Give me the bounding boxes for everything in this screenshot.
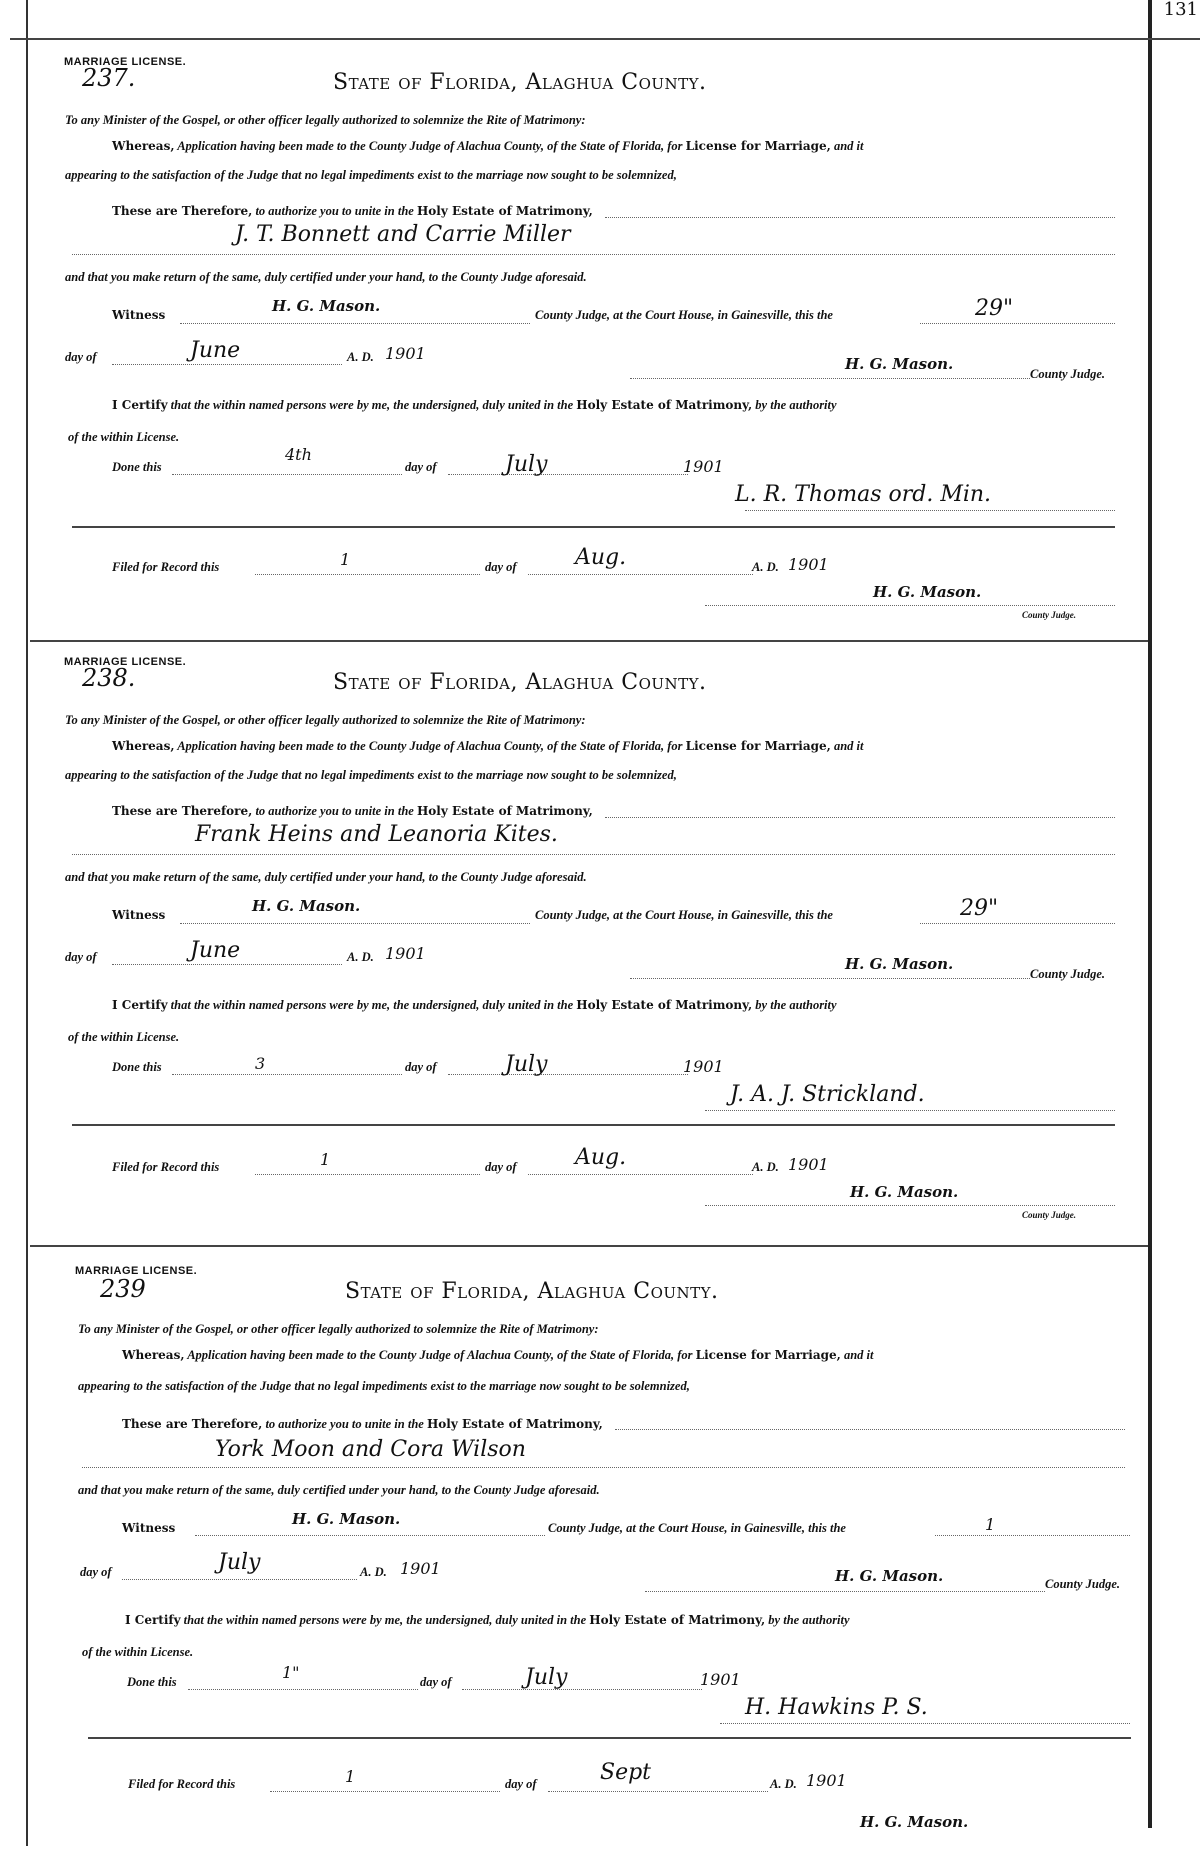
judge-signature: H. G. Mason. <box>845 955 954 973</box>
done-day: 3 <box>255 1054 266 1073</box>
authorize-text: to authorize you to unite in the <box>265 1417 424 1431</box>
license-for-marriage: License for Marriage, <box>695 1348 841 1362</box>
filed-signature: H. G. Mason. <box>860 1813 969 1831</box>
day-of-label: day of <box>65 350 97 364</box>
fill-line <box>188 1689 418 1690</box>
issue-day: 1 <box>985 1515 996 1534</box>
fill-line <box>615 1429 1125 1430</box>
done-year: 1901 <box>700 1670 741 1689</box>
fill-line <box>448 474 688 475</box>
and-it: and it <box>833 139 864 153</box>
salutation: To any Minister of the Gospel, or other officer legally authorized to solemnize the Rite of Matrimony: <box>65 113 586 127</box>
filed-day-of-label: day of <box>485 1160 517 1174</box>
license-separator <box>30 640 1148 642</box>
filed-day: 1 <box>320 1150 331 1169</box>
license-title: State of Florida, Alaghua County. <box>333 70 707 95</box>
filed-county-judge-label: County Judge. <box>1022 1210 1077 1220</box>
fill-line <box>112 964 342 965</box>
authorize-text: to authorize you to unite in the <box>255 204 414 218</box>
ad-label: A. D. <box>360 1565 387 1579</box>
done-this-label: Done this <box>112 460 162 474</box>
certify-label: I Certify <box>112 998 168 1012</box>
fill-line <box>745 510 1115 511</box>
top-rule <box>10 38 1200 40</box>
authorize-text: to authorize you to unite in the <box>255 804 414 818</box>
court-text: County Judge, at the Court House, in Gainesville, this the <box>535 308 833 322</box>
return-text: and that you make return of the same, duly certified under your hand, to the County Judge aforesaid. <box>65 270 587 284</box>
fill-line <box>180 923 530 924</box>
filed-day-of-label: day of <box>505 1777 537 1791</box>
filed-month: Aug. <box>575 1145 627 1170</box>
issue-day: 29" <box>960 896 999 921</box>
day-of-label: day of <box>80 1565 112 1579</box>
marriage-license-header: MARRIAGE LICENSE. <box>64 656 187 668</box>
holy-estate-label: Holy Estate of Matrimony, <box>416 804 593 818</box>
ad-label: A. D. <box>347 350 374 364</box>
fill-line <box>645 1591 1045 1592</box>
done-month: July <box>505 1052 548 1077</box>
filed-year: 1901 <box>788 555 829 574</box>
by-authority: by the authority <box>755 998 837 1012</box>
done-month: July <box>525 1665 568 1690</box>
fill-line <box>548 1791 768 1792</box>
parties-names: York Moon and Cora Wilson <box>215 1437 526 1462</box>
issue-month: June <box>190 938 241 963</box>
day-of-label: day of <box>65 950 97 964</box>
license-number: 238. <box>82 664 136 692</box>
done-this-label: Done this <box>112 1060 162 1074</box>
appearing-text: appearing to the satisfaction of the Judge that no legal impediments exist to the marriage now sought to be solemnized, <box>78 1379 690 1393</box>
fill-line <box>270 1791 500 1792</box>
fill-line <box>172 474 402 475</box>
fill-line <box>705 1205 1115 1206</box>
section-rule <box>72 1124 1115 1126</box>
filed-label: Filed for Record this <box>112 560 220 574</box>
witness-signature: H. G. Mason. <box>292 1510 401 1528</box>
marriage-license-header: MARRIAGE LICENSE. <box>75 1265 198 1277</box>
holy-estate-label: Holy Estate of Matrimony, <box>576 398 753 412</box>
filed-day: 1 <box>340 550 351 569</box>
fill-line <box>72 254 1115 255</box>
certify-text: that the within named persons were by me, the undersigned, duly united in the <box>170 398 574 412</box>
holy-estate-label: Holy Estate of Matrimony, <box>416 204 593 218</box>
these-are-line <box>122 1417 603 1432</box>
fill-line <box>462 1689 702 1690</box>
fill-line <box>630 978 1030 979</box>
fill-line <box>172 1074 402 1075</box>
officiant-signature: H. Hawkins P. S. <box>745 1695 928 1720</box>
right-margin-rule <box>1148 0 1152 1828</box>
fill-line <box>605 817 1115 818</box>
filed-day-of-label: day of <box>485 560 517 574</box>
license-number: 237. <box>82 64 136 92</box>
issue-month: June <box>190 338 241 363</box>
fill-line <box>72 854 1115 855</box>
filed-label: Filed for Record this <box>128 1777 236 1791</box>
filed-signature: H. G. Mason. <box>873 583 982 601</box>
officiant-signature: J. A. J. Strickland. <box>730 1082 925 1107</box>
fill-line <box>448 1074 688 1075</box>
by-authority: by the authority <box>768 1613 850 1627</box>
license-for-marriage: License for Marriage, <box>685 739 831 753</box>
salutation: To any Minister of the Gospel, or other officer legally authorized to solemnize the Rite of Matrimony: <box>78 1322 599 1336</box>
judge-signature: H. G. Mason. <box>845 355 954 373</box>
issue-year: 1901 <box>400 1559 441 1578</box>
salutation: To any Minister of the Gospel, or other officer legally authorized to solemnize the Rite of Matrimony: <box>65 713 586 727</box>
filed-ad-label: A. D. <box>752 1160 779 1174</box>
return-text: and that you make return of the same, duly certified under your hand, to the County Judge aforesaid. <box>78 1483 600 1497</box>
license-for-marriage: License for Marriage, <box>685 139 831 153</box>
whereas-line <box>122 1348 873 1363</box>
done-day: 4th <box>285 445 312 464</box>
whereas-text: Application having been made to the County Judge of Alachua County, of the State of Florida, for <box>187 1348 693 1362</box>
done-year: 1901 <box>683 457 724 476</box>
license-title: State of Florida, Alaghua County. <box>345 1279 719 1304</box>
whereas-label: Whereas, <box>112 739 175 753</box>
filed-day: 1 <box>345 1767 356 1786</box>
done-this-label: Done this <box>127 1675 177 1689</box>
these-are-label: These are Therefore, <box>112 204 253 218</box>
issue-year: 1901 <box>385 344 426 363</box>
fill-line <box>528 574 753 575</box>
done-day: 1" <box>282 1663 300 1682</box>
left-margin-rule <box>26 0 28 1846</box>
fill-line <box>705 605 1115 606</box>
fill-line <box>195 1535 545 1536</box>
certify-text: that the within named persons were by me, the undersigned, duly united in the <box>170 998 574 1012</box>
fill-line <box>112 364 342 365</box>
witness-label-text: Witness <box>112 308 166 322</box>
certify-line <box>112 998 837 1013</box>
certify-line <box>112 398 837 413</box>
issue-year: 1901 <box>385 944 426 963</box>
license-number: 239 <box>100 1275 146 1303</box>
by-authority: by the authority <box>755 398 837 412</box>
court-text: County Judge, at the Court House, in Gainesville, this the <box>548 1521 846 1535</box>
filed-ad-label: A. D. <box>770 1777 797 1791</box>
within-license: of the within License. <box>68 1030 180 1044</box>
filed-year: 1901 <box>806 1771 847 1790</box>
witness-signature: H. G. Mason. <box>272 297 381 315</box>
witness-signature: H. G. Mason. <box>252 897 361 915</box>
filed-label: Filed for Record this <box>112 1160 220 1174</box>
and-it: and it <box>843 1348 874 1362</box>
license-title: State of Florida, Alaghua County. <box>333 670 707 695</box>
fill-line <box>920 923 1115 924</box>
done-day-of-label: day of <box>405 1060 437 1074</box>
holy-estate-label: Holy Estate of Matrimony, <box>426 1417 603 1431</box>
certify-label: I Certify <box>112 398 168 412</box>
fill-line <box>935 1535 1130 1536</box>
county-judge-label: County Judge. <box>1030 967 1106 981</box>
holy-estate-label: Holy Estate of Matrimony, <box>576 998 753 1012</box>
these-are-label: These are Therefore, <box>122 1417 263 1431</box>
fill-line <box>82 1467 1125 1468</box>
done-day-of-label: day of <box>405 460 437 474</box>
license-separator <box>30 1245 1148 1247</box>
section-rule <box>88 1737 1131 1739</box>
filed-signature: H. G. Mason. <box>850 1183 959 1201</box>
issue-month: July <box>218 1550 261 1575</box>
court-text: County Judge, at the Court House, in Gainesville, this the <box>535 908 833 922</box>
fill-line <box>605 217 1115 218</box>
filed-month: Aug. <box>575 545 627 570</box>
fill-line <box>630 378 1030 379</box>
whereas-text: Application having been made to the County Judge of Alachua County, of the State of Florida, for <box>177 139 683 153</box>
page-number: 131 <box>1163 0 1198 20</box>
return-text: and that you make return of the same, duly certified under your hand, to the County Judge aforesaid. <box>65 870 587 884</box>
certify-text: that the within named persons were by me, the undersigned, duly united in the <box>183 1613 587 1627</box>
section-rule <box>72 526 1115 528</box>
fill-line <box>255 574 480 575</box>
fill-line <box>920 323 1115 324</box>
these-are-label: These are Therefore, <box>112 804 253 818</box>
filed-month: Sept <box>600 1760 652 1785</box>
within-license: of the within License. <box>82 1645 194 1659</box>
witness-label <box>112 308 165 323</box>
parties-names: Frank Heins and Leanoria Kites. <box>195 822 558 847</box>
done-month: July <box>505 452 548 477</box>
holy-estate-label: Holy Estate of Matrimony, <box>589 1613 766 1627</box>
these-are-line <box>112 804 593 819</box>
witness-label <box>122 1521 175 1536</box>
witness-label-text: Witness <box>122 1521 176 1535</box>
filed-ad-label: A. D. <box>752 560 779 574</box>
within-license: of the within License. <box>68 430 180 444</box>
appearing-text: appearing to the satisfaction of the Judge that no legal impediments exist to the marriage now sought to be solemnized, <box>65 768 677 782</box>
parties-names: J. T. Bonnett and Carrie Miller <box>235 222 571 247</box>
witness-label <box>112 908 165 923</box>
whereas-label: Whereas, <box>122 1348 185 1362</box>
whereas-text: Application having been made to the County Judge of Alachua County, of the State of Florida, for <box>177 739 683 753</box>
appearing-text: appearing to the satisfaction of the Judge that no legal impediments exist to the marriage now sought to be solemnized, <box>65 168 677 182</box>
issue-day: 29" <box>975 296 1014 321</box>
filed-year: 1901 <box>788 1155 829 1174</box>
fill-line <box>255 1174 480 1175</box>
these-are-line <box>112 204 593 219</box>
certify-label: I Certify <box>125 1613 181 1627</box>
done-day-of-label: day of <box>420 1675 452 1689</box>
fill-line <box>705 1110 1115 1111</box>
county-judge-label: County Judge. <box>1045 1577 1121 1591</box>
done-year: 1901 <box>683 1057 724 1076</box>
fill-line <box>122 1579 357 1580</box>
marriage-license-header: MARRIAGE LICENSE. <box>64 56 187 68</box>
and-it: and it <box>833 739 864 753</box>
filed-county-judge-label: County Judge. <box>1022 610 1077 620</box>
certify-line <box>125 1613 850 1628</box>
officiant-signature: L. R. Thomas ord. Min. <box>735 482 992 507</box>
fill-line <box>720 1723 1130 1724</box>
fill-line <box>180 323 530 324</box>
witness-label-text: Witness <box>112 908 166 922</box>
whereas-line <box>112 139 863 154</box>
whereas-label: Whereas, <box>112 139 175 153</box>
whereas-line <box>112 739 863 754</box>
fill-line <box>528 1174 753 1175</box>
county-judge-label: County Judge. <box>1030 367 1106 381</box>
ad-label: A. D. <box>347 950 374 964</box>
judge-signature: H. G. Mason. <box>835 1567 944 1585</box>
